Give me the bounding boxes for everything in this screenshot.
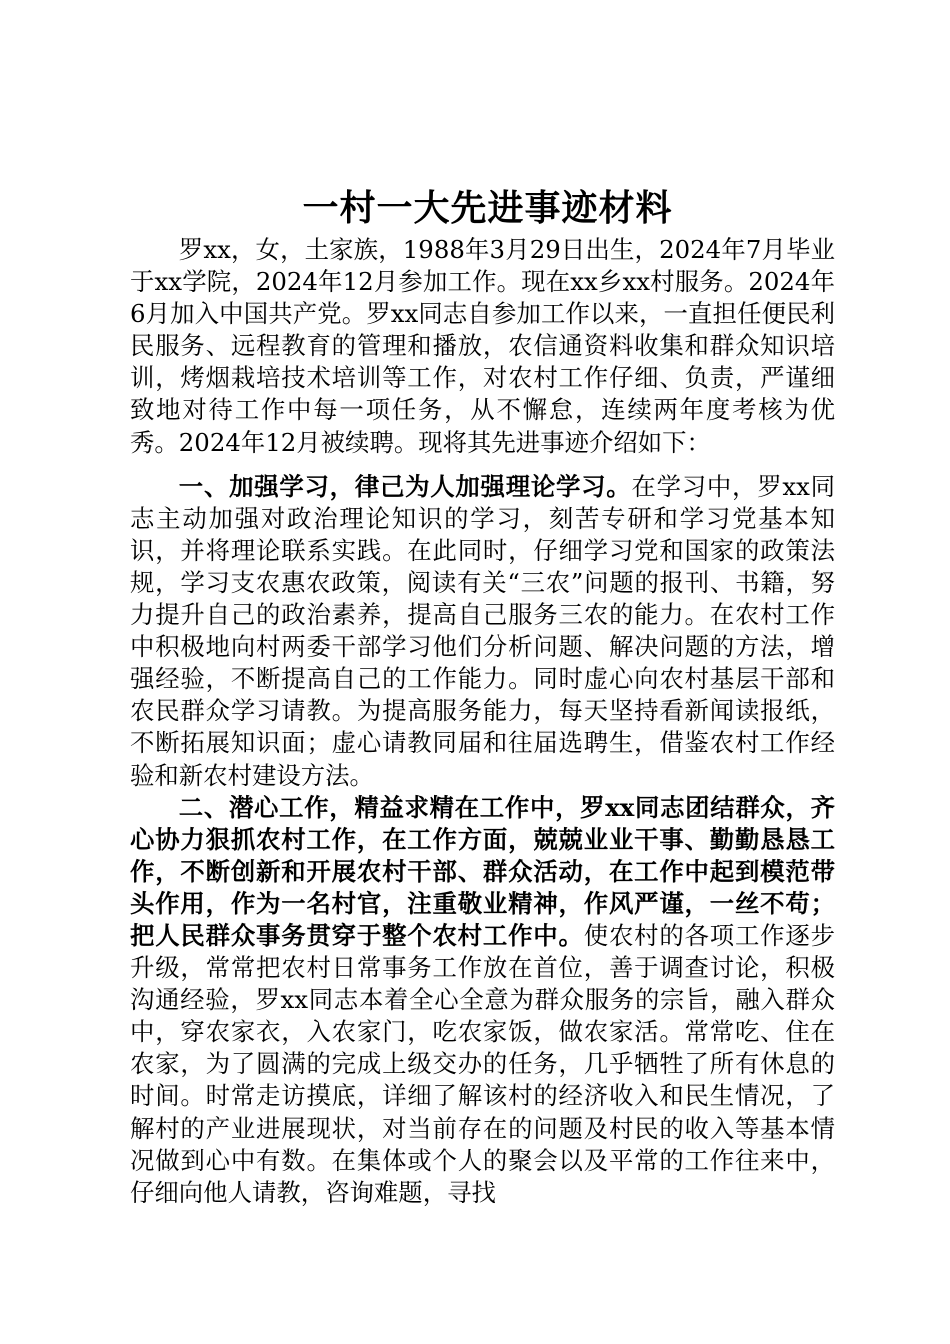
document-page [130,182,835,1209]
section-1-heading: 一、加强学习，律己为人加强理论学习。 [178,471,632,501]
section-2-paragraph [130,792,835,1209]
document-title: 一村一大先进事迹材料 [302,187,673,229]
section-1-body: 在学习中，罗xx同志主动加强对政治理论知识的学习，刻苦专研和学习党基本知识，并将理论联系实践。在此同时，仔细学习党和国家的政策法规，学习支农惠农政策，阅读有关“三农”问题的报刊、书籍，努力提升自己的政治素养，提高自己服务三农的能力。在农村工作中积极地向村两委干部学习他们分析问题、解决问题的方法，增强经验，不断提高自己的工作能力。同时虚心向农村基层干部和农民群众学习请教。为提高服务能力，每天坚持看新闻读报纸，不断拓展知识面；虚心请教同届和往届选聘生，借鉴农村工作经验和新农村建设方法。 [130,471,835,790]
section-1-paragraph [130,471,835,792]
section-2-body: 使农村的各项工作逐步升级，常常把农村日常事务工作放在首位，善于调查讨论，积极沟通经验，罗xx同志本着全心全意为群众服务的宗旨，融入群众中，穿农家衣，入农家门，吃农家饭，做农家活。常常吃、住在农家，为了圆满的完成上级交办的任务，几乎牺牲了所有休息的时间。时常走访摸底，详细了解该村的经济收入和民生情况，了解村的产业进展现状，对当前存在的问题及村民的收入等基本情况做到心中有数。在集体或个人的聚会以及平常的工作往来中，仔细向他人请教，咨询难题，寻找 [130,920,835,1207]
section-2-heading: 二、潜心工作，精益求精在工作中，罗xx同志团结群众，齐心协力狠抓农村工作，在工作方面，兢兢业业干事、勤勤恳恳工作，不断创新和开展农村干部、群众活动，在工作中起到模范带头作用，作为一名村官，注重敬业精神，作风严谨，一丝不苟；把人民群众事务贯穿于整个农村工作中。 [130,792,835,950]
intro-paragraph: 罗xx，女，土家族，1988年3月29日出生，2024年7月毕业于xx学院，2024年12月参加工作。现在xx乡xx村服务。2024年6月加入中国共产党。罗xx同志自参加工作以来，一直担任便民利民服务、远程教育的管理和播放，农信通资料收集和群众知识培训，烤烟栽培技术培训等工作，对农村工作仔细、负责，严谨细致地对待工作中每一项任务，从不懈怠，连续两年度考核为优秀。2024年12月被续聘。现将其先进事迹介绍如下： [130,235,835,457]
